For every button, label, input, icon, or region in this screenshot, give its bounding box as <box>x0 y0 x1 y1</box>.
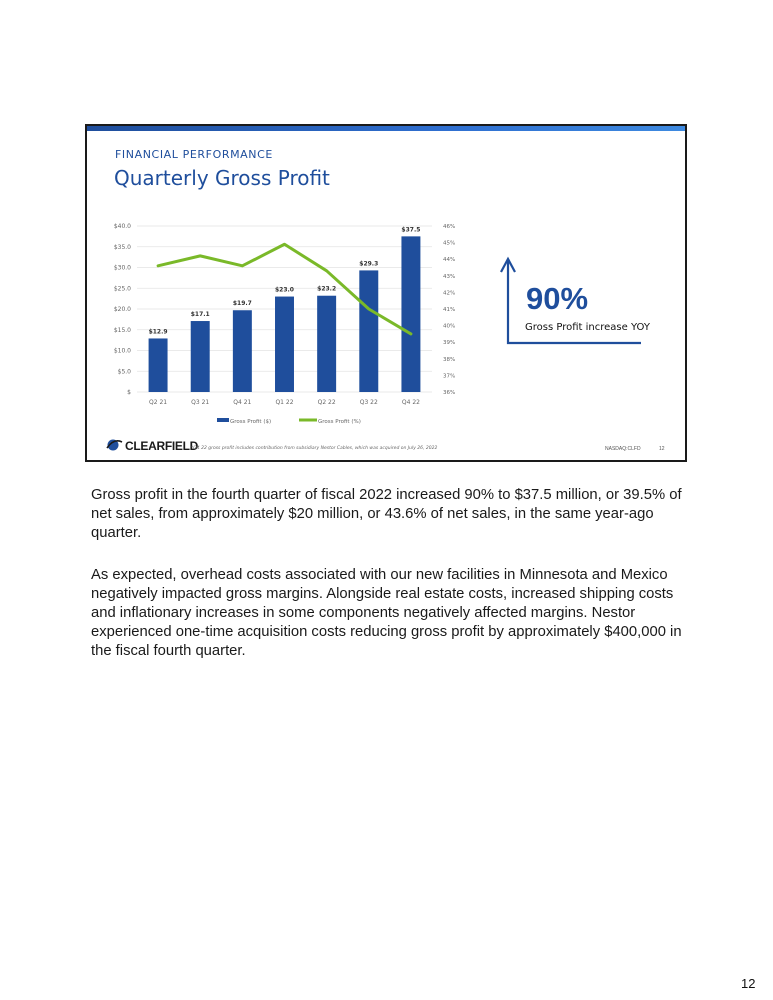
x-tick-label: Q2 22 <box>317 399 336 406</box>
bar <box>317 296 336 392</box>
y-right-tick-label: 39% <box>443 340 456 347</box>
y-left-tick-label: $40.0 <box>113 223 131 230</box>
x-tick-label: Q4 22 <box>401 399 420 406</box>
x-tick-label: Q4 21 <box>233 399 252 406</box>
y-left-tick-label: $30.0 <box>113 264 131 272</box>
bar-data-label: $23.0 <box>275 286 294 294</box>
y-right-tick-label: 46% <box>443 224 456 230</box>
y-right-tick-label: 42% <box>443 290 456 297</box>
bar <box>149 338 168 392</box>
y-right-tick-label: 38% <box>443 356 456 363</box>
bar <box>401 236 420 392</box>
bar-data-label: $23.2 <box>317 285 337 293</box>
y-right-tick-label: 37% <box>443 373 456 380</box>
ticker-symbol: NASDAQ:CLFD <box>605 446 641 452</box>
y-left-tick-label: $35.0 <box>113 243 131 251</box>
legend-label-line: Gross Profit (%) <box>318 419 361 425</box>
callout-caption: Gross Profit increase YOY <box>525 322 650 333</box>
clearfield-logo <box>105 439 198 453</box>
y-right-tick-label: 36% <box>443 390 456 396</box>
body-paragraph-2: As expected, overhead costs associated with our new facilities in Minnesota and Mexico negatively impacted gross margins. Alongside real estate costs, increased shipping costs and inflationary increases in some components negatively affected margins. Nestor experienced one-time acquisition costs reducing gross profit by approximately $400,000 in the fiscal fourth quarter. <box>91 567 682 659</box>
slide-footnote: *Q4 22 gross profit includes contribution from subsidiary Nestor Cables, which was acquired on July 26, 2022 <box>191 446 438 451</box>
x-tick-label: Q3 22 <box>359 399 378 406</box>
y-right-tick-label: 40% <box>443 323 456 330</box>
y-left-tick-label: $ <box>127 389 131 396</box>
x-tick-label: Q3 21 <box>191 399 210 406</box>
y-right-tick-label: 44% <box>443 257 456 264</box>
bar <box>191 321 210 392</box>
callout-percent: 90% <box>526 281 589 316</box>
slide-number: 12 <box>659 446 665 452</box>
y-left-tick-label: $10.0 <box>113 347 131 355</box>
bar-data-label: $29.3 <box>359 260 379 268</box>
slide-panel <box>85 124 687 462</box>
bar <box>233 310 252 392</box>
y-right-tick-label: 45% <box>443 240 456 247</box>
y-left-tick-label: $20.0 <box>113 306 131 313</box>
y-left-tick-label: $15.0 <box>113 326 131 334</box>
y-right-tick-label: 43% <box>443 273 456 280</box>
section-label: FINANCIAL PERFORMANCE <box>115 148 273 161</box>
gross-profit-chart <box>87 126 685 460</box>
body-paragraph-1: Gross profit in the fourth quarter of fiscal 2022 increased 90% to $37.5 million, or 39.5% of net sales, from approximately $20 million, or 43.6% of net sales, in the same year-ago quarter. <box>91 487 682 541</box>
y-right-tick-label: 41% <box>443 307 456 313</box>
page-number: 12 <box>741 976 756 991</box>
slide-title: Quarterly Gross Profit <box>114 166 330 190</box>
y-left-tick-label: $5.0 <box>117 368 131 376</box>
logo-text: CLEARFIELD <box>125 439 198 453</box>
bar <box>359 270 378 392</box>
bar-data-label: $12.9 <box>148 328 168 336</box>
bar-data-label: $37.5 <box>401 226 421 234</box>
bar-data-label: $17.1 <box>190 311 210 319</box>
bar-data-label: $19.7 <box>232 300 252 308</box>
x-tick-label: Q2 21 <box>149 399 168 406</box>
legend-swatch-bar <box>217 418 229 422</box>
bar <box>275 297 294 392</box>
legend-label-bar: Gross Profit ($) <box>230 419 272 425</box>
y-left-tick-label: $25.0 <box>113 285 131 293</box>
x-tick-label: Q1 22 <box>275 399 294 406</box>
